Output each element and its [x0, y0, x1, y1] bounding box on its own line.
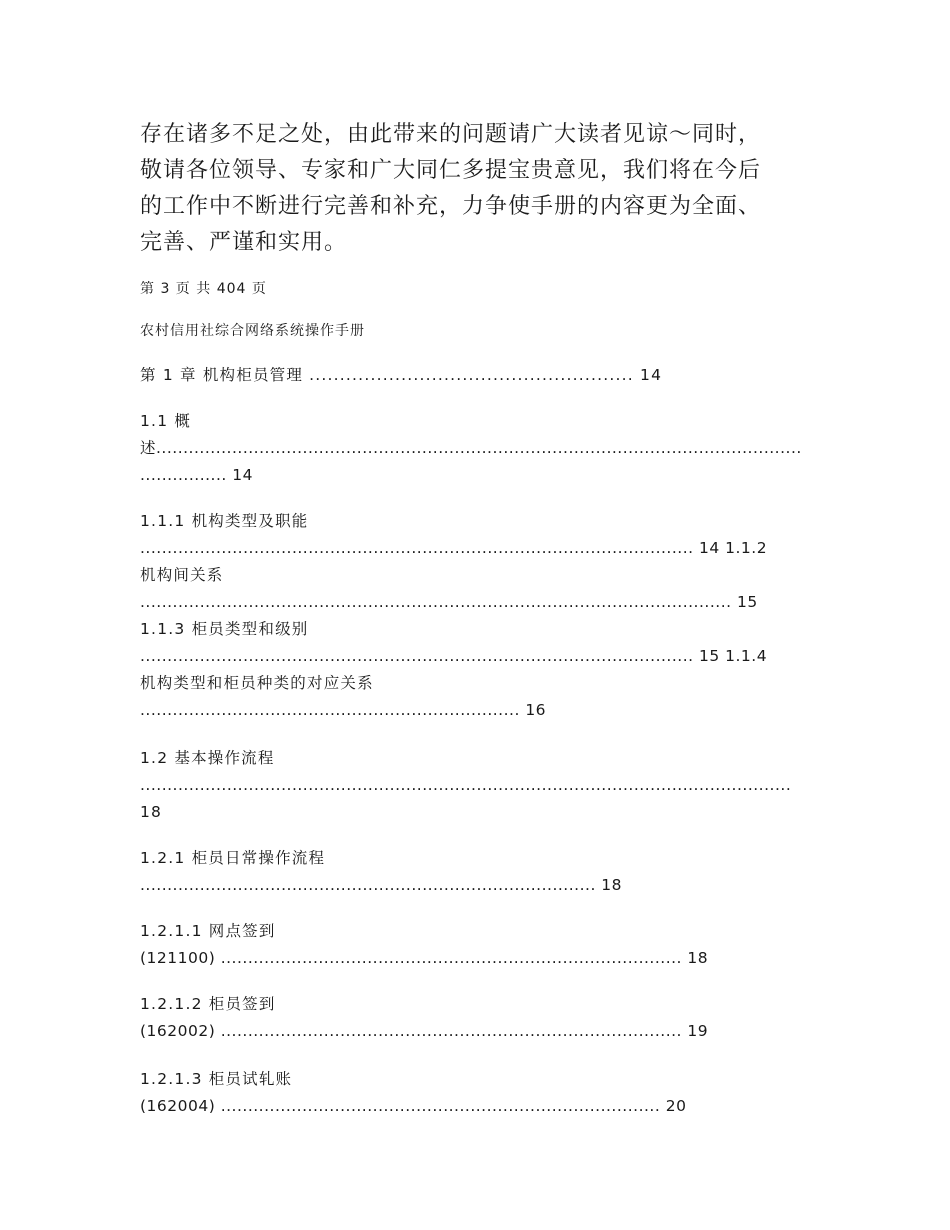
toc-line: ............................................................................................................. 15 — [140, 593, 758, 611]
toc-entry-1-1-x[interactable] — [140, 508, 820, 724]
toc-line: 1.2.1.3 柜员试轧账 — [140, 1070, 293, 1088]
toc-entry-1-2-1[interactable] — [140, 845, 820, 899]
toc-line: 1.2.1 柜员日常操作流程 — [140, 849, 326, 867]
toc-line: 1.2.1.2 柜员签到 — [140, 995, 276, 1013]
toc-entry-1-2-1-1[interactable] — [140, 918, 820, 972]
toc-line: 18 — [140, 803, 163, 821]
toc-line: 1.2 基本操作流程 — [140, 749, 275, 767]
toc-line: 1.1 概 — [140, 412, 192, 430]
toc-entry-1-2-1-3[interactable] — [140, 1066, 820, 1120]
toc-line: ...................................................................... 16 — [140, 701, 547, 719]
paragraph-line: 完善、严谨和实用。 — [140, 230, 348, 255]
toc-entry-chapter-1[interactable] — [140, 362, 820, 389]
page-footer: 第 3 页 共 404 页 — [140, 281, 267, 297]
toc-entry-1-2[interactable] — [140, 745, 820, 826]
toc-line: ...................................................................................................... 14 1.1.2 — [140, 539, 768, 557]
toc-line: 1.2.1.1 网点签到 — [140, 922, 276, 940]
paragraph-line: 敬请各位领导、专家和广大同仁多提宝贵意见，我们将在今后 — [140, 158, 762, 183]
toc-line: 述....................................................................................................................... — [140, 439, 802, 457]
toc-line: (162004) ................................................................................. 20 — [140, 1097, 687, 1115]
manual-title: 农村信用社综合网络系统操作手册 — [140, 323, 365, 339]
paragraph-line: 的工作中不断进行完善和补充，力争使手册的内容更为全面、 — [140, 194, 762, 219]
toc-line: ........................................................................................................................ — [140, 776, 792, 794]
toc-entry-1-2-1-2[interactable] — [140, 991, 820, 1045]
toc-line: 1.1.3 柜员类型和级别 — [140, 620, 309, 638]
toc-line: ................ 14 — [140, 466, 253, 484]
toc-line: (121100) ..................................................................................... 18 — [140, 949, 709, 967]
toc-line: 机构间关系 — [140, 566, 224, 584]
paragraph-line: 存在诸多不足之处，由此带来的问题请广大读者见谅～同时， — [140, 122, 762, 147]
toc-line: .................................................................................... 18 — [140, 876, 623, 894]
toc-line: (162002) ..................................................................................... 19 — [140, 1022, 709, 1040]
toc-line: 机构类型和柜员种类的对应关系 — [140, 674, 374, 692]
toc-line: 第 1 章 机构柜员管理 ..................................................... 14 — [140, 366, 663, 384]
intro-paragraph — [140, 117, 820, 261]
toc-line: ...................................................................................................... 15 1.1.4 — [140, 647, 768, 665]
toc-line: 1.1.1 机构类型及职能 — [140, 512, 309, 530]
toc-entry-1-1[interactable] — [140, 408, 820, 489]
